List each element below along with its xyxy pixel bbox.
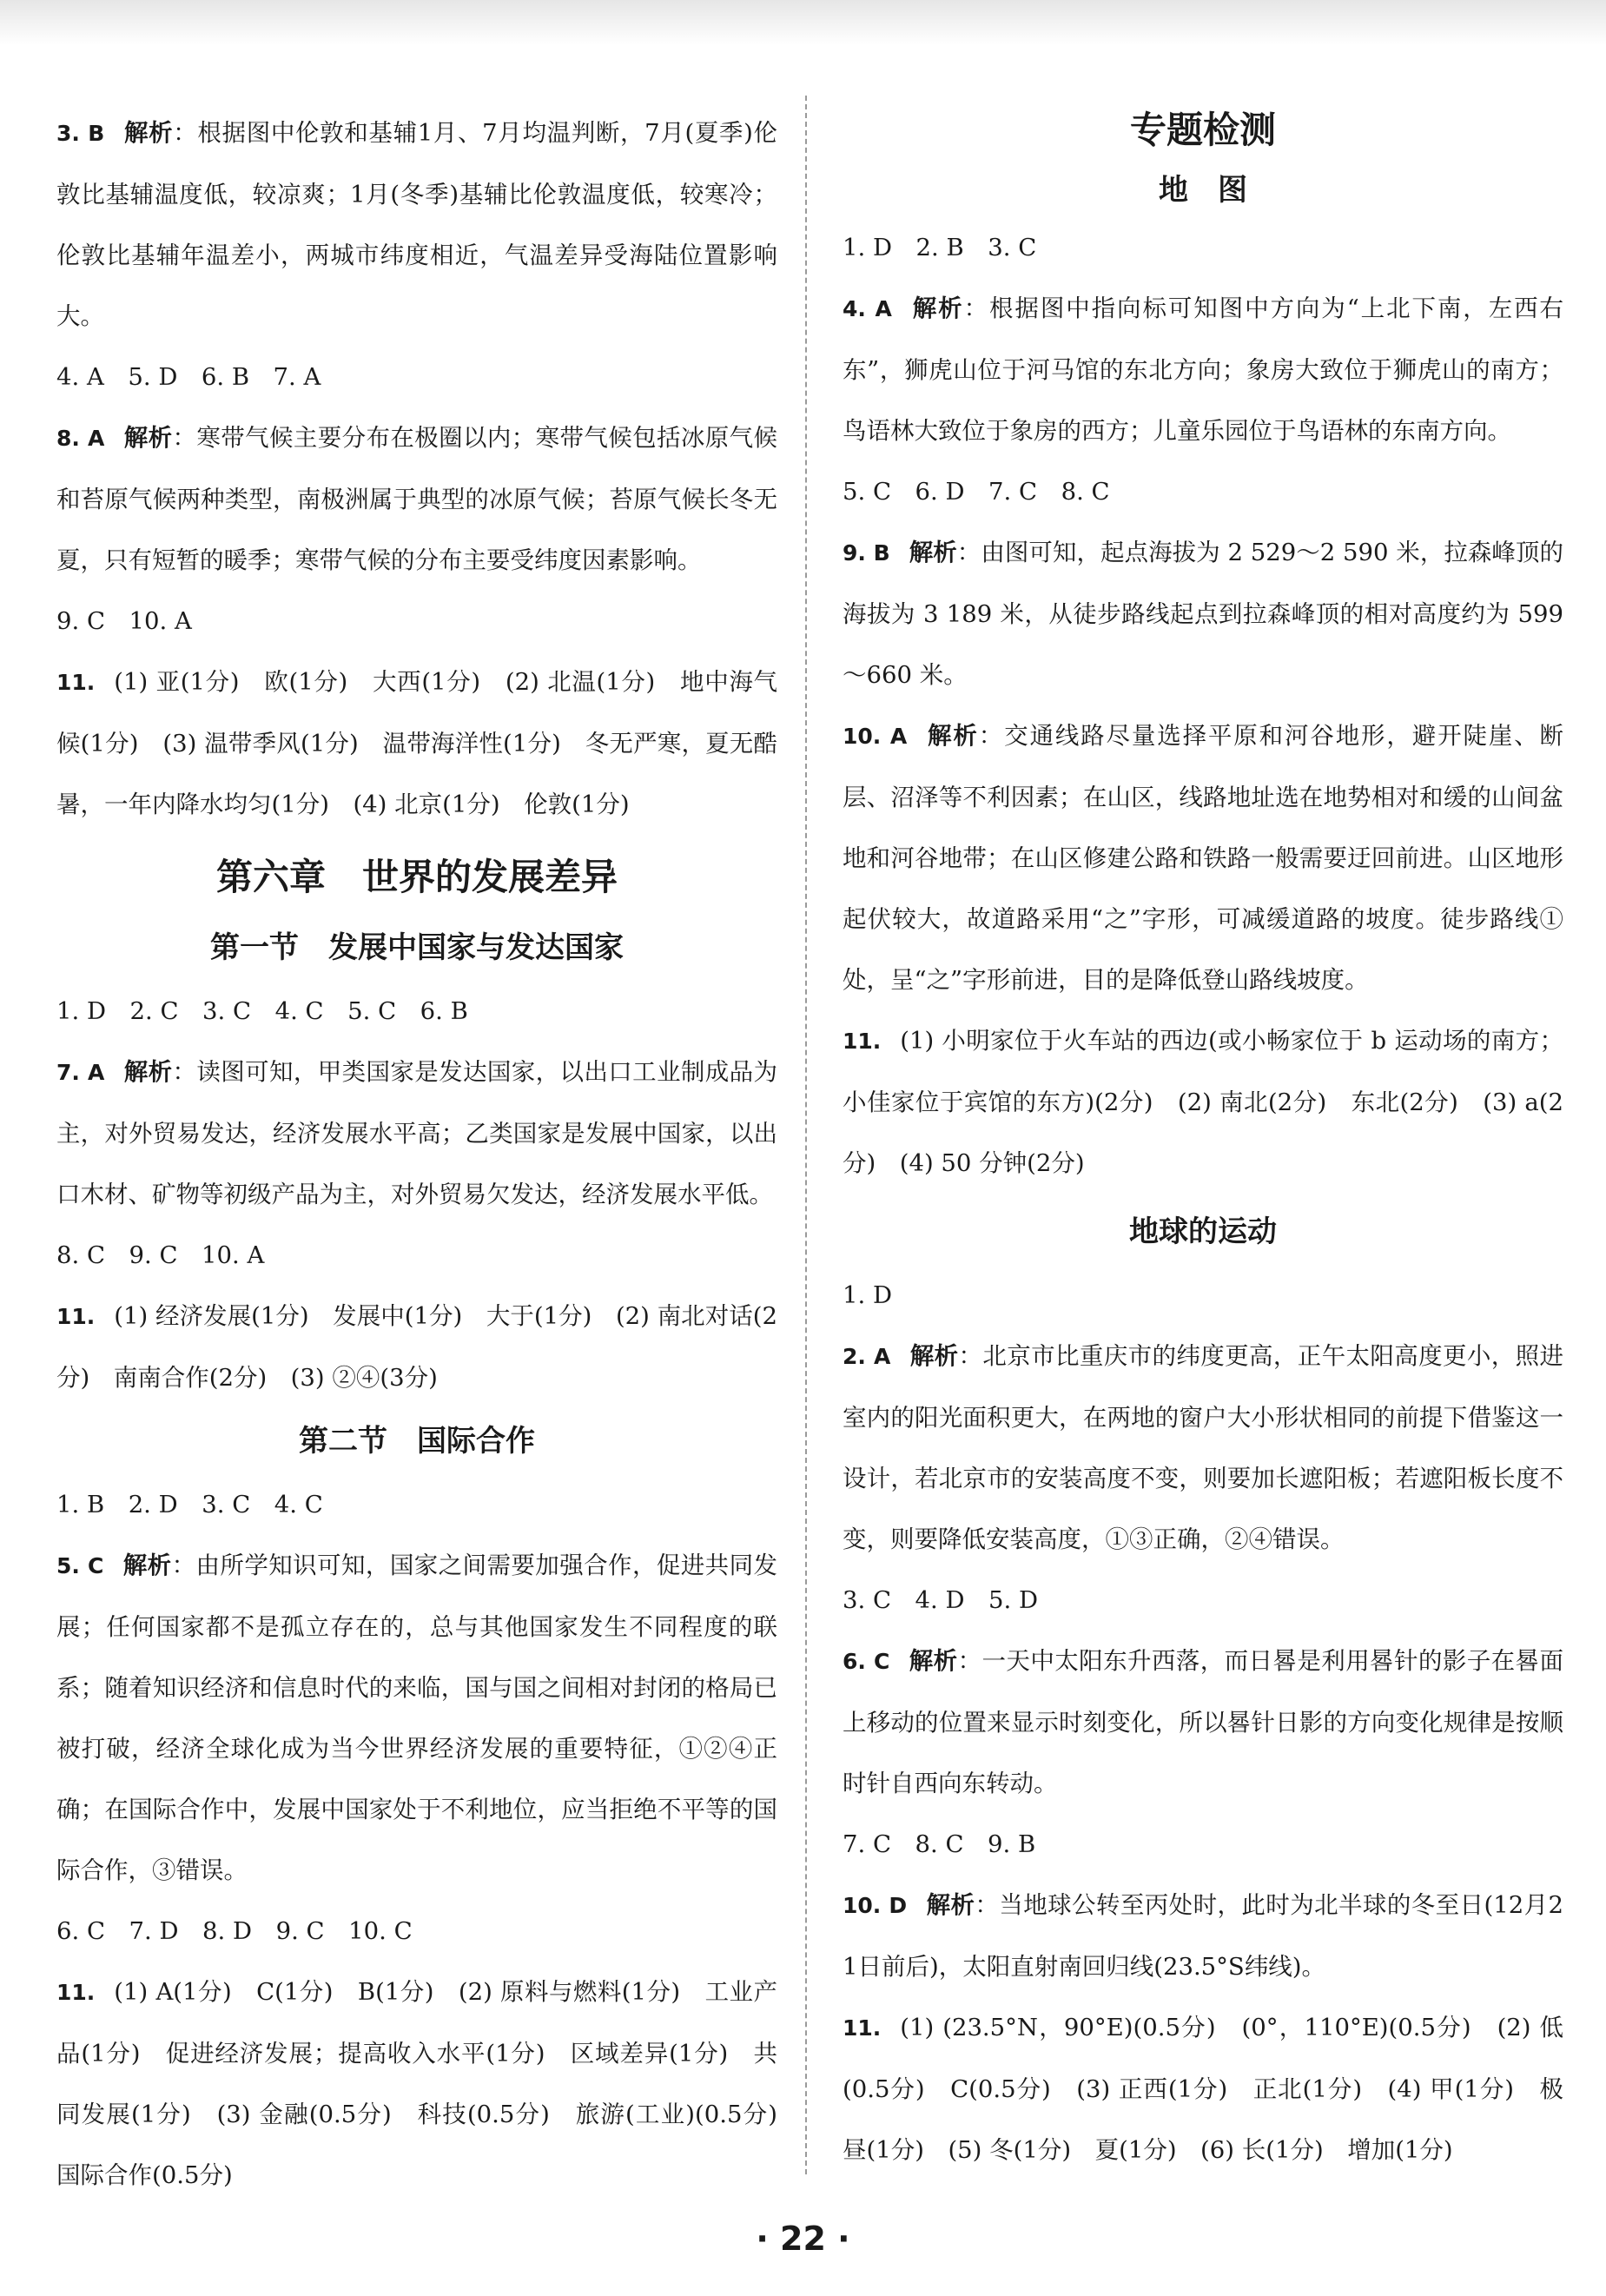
- answer-text: (1) (23.5°N，90°E)(0.5分) (0°，110°E)(0.5分) (2) 低(0.5分) C(0.5分) (3) 正西(1分) 正北(1分) (4) 甲(1分) 极昼(1分) (5) 冬(1分) 夏(1分) (6) 长(1分) 增加(1分): [843, 2014, 1563, 2164]
- answer-text: ：根据图中伦敦和基辅1月、7月均温判断，7月(夏季)伦敦比基辅温度低，较凉爽；1月(冬季)基辅比伦敦温度低，较寒冷；伦敦比基辅年温差小，两城市纬度相近，气温差异受海陆位置影响大。: [56, 119, 778, 330]
- answer-item: [843, 1010, 1563, 1194]
- section-title: 第一节 发展中国家与发达国家: [210, 930, 624, 965]
- section-title: 地球的运动: [1129, 1214, 1277, 1249]
- answer-item: [56, 1474, 777, 1535]
- analysis-label: 解析: [122, 1552, 172, 1579]
- question-number: 11.: [56, 1304, 96, 1329]
- main-title: 专题检测: [1129, 109, 1276, 151]
- answer-item: [56, 407, 777, 591]
- question-number: 11.: [56, 670, 96, 695]
- answer-item: [56, 1286, 777, 1408]
- analysis-label: 解析: [123, 119, 174, 147]
- analysis-label: 解析: [909, 1342, 959, 1370]
- answer-text: 1. B 2. D 3. C 4. C: [56, 1491, 323, 1519]
- answer-item: [56, 1225, 777, 1286]
- answer-text: (1) 经济发展(1分) 发展中(1分) 大于(1分) (2) 南北对话(2分) 南南合作(2分) (3) ②④(3分): [56, 1302, 777, 1392]
- answers-block: [56, 103, 777, 835]
- answer-text: 3. C 4. D 5. D: [843, 1586, 1039, 1614]
- answer-text: ：寒带气候主要分布在极圈以内；寒带气候包括冰原气候和苔原气候两种类型，南极洲属于典型的冰原气候；苔原气候长冬无夏，只有短暂的暖季；寒带气候的分布主要受纬度因素影响。: [56, 424, 778, 574]
- section-title: 第二节 国际合作: [299, 1424, 535, 1459]
- answers-block: [843, 1265, 1563, 2180]
- answer-text: ：交通线路尽量选择平原和河谷地形，避开陡崖、断层、沼泽等不利因素；在山区，线路地址选在地势相对和缓的山间盆地和河谷地带；在山区修建公路和铁路一般需要迂回前进。山区地形起伏较大，故道路采用“之”字形，可减缓道路的坡度。徒步路线①处，呈“之”字形前进，目的是降低登山路线坡度。: [843, 722, 1564, 994]
- answer-item: [56, 1042, 777, 1225]
- answer-text: (1) 亚(1分) 欧(1分) 大西(1分) (2) 北温(1分) 地中海气候(1分) (3) 温带季风(1分) 温带海洋性(1分) 冬无严寒，夏无酷暑，一年内降水均匀(1分) (4) 北京(1分) 伦敦(1分): [56, 668, 777, 818]
- answer-item: [843, 278, 1563, 461]
- answer-text: ：由所学知识可知，国家之间需要加强合作，促进共同发展；任何国家都不是孤立存在的，总与其他国家发生不同程度的联系；随着知识经济和信息时代的来临，国与国之间相对封闭的格局已被打破，经济全球化成为当今世界经济发展的重要特征，①②④正确；在国际合作中，发展中国家处于不利地位，应当拒绝不平等的国际合作，③错误。: [56, 1552, 778, 1884]
- answer-item: [843, 1570, 1563, 1631]
- question-number: 10. A: [843, 724, 908, 749]
- answer-item: [843, 461, 1563, 522]
- question-number: 4. A: [843, 296, 892, 321]
- answer-item: [843, 522, 1563, 705]
- answer-item: [56, 1901, 777, 1962]
- analysis-label: 解析: [909, 1647, 958, 1675]
- question-number: 7. A: [56, 1060, 105, 1085]
- answer-item: [56, 981, 777, 1042]
- answer-item: [843, 1265, 1563, 1326]
- answer-text: ：读图可知，甲类国家是发达国家，以出口工业制成品为主，对外贸易发达，经济发展水平高；乙类国家是发展中国家，以出口木材、矿物等初级产品为主，对外贸易欠发达，经济发展水平低。: [56, 1058, 778, 1208]
- chapter-title: 第六章 世界的发展差异: [215, 856, 618, 898]
- question-number: 10. D: [843, 1893, 908, 1918]
- answer-item: [56, 103, 777, 347]
- question-number: 9. B: [843, 540, 890, 566]
- answer-item: [843, 1814, 1563, 1875]
- analysis-label: 解析: [123, 424, 173, 452]
- answer-text: 5. C 6. D 7. C 8. C: [843, 478, 1110, 506]
- answer-text: ：由图可知，起点海拔为 2 529～2 590 米，拉森峰顶的海拔为 3 189 米，从徒步路线起点到拉森峰顶的相对高度约为 599～660 米。: [843, 539, 1564, 689]
- answer-text: ：当地球公转至丙处时，此时为北半球的冬至日(12月21日前后)，太阳直射南回归线(23.5°S纬线)。: [843, 1891, 1564, 1981]
- answer-item: [843, 217, 1563, 278]
- left-column: [56, 103, 802, 2206]
- answer-text: 9. C 10. A: [56, 607, 192, 635]
- column-divider: [805, 96, 807, 2174]
- answer-item: [843, 1875, 1563, 1997]
- analysis-label: 解析: [910, 294, 964, 322]
- answer-text: 8. C 9. C 10. A: [56, 1241, 265, 1269]
- answer-text: 4. A 5. D 6. B 7. A: [56, 363, 321, 391]
- scan-shadow: [0, 0, 1606, 45]
- right-column: [843, 97, 1563, 2180]
- answer-item: [56, 591, 777, 652]
- answer-item: [843, 1631, 1563, 1814]
- answer-item: [843, 705, 1563, 1010]
- answers-block: [56, 981, 777, 1408]
- analysis-label: 解析: [909, 539, 957, 566]
- answer-item: [56, 1535, 777, 1901]
- answer-text: 1. D 2. B 3. C: [843, 234, 1037, 261]
- answer-item: [56, 347, 777, 407]
- answer-text: 1. D: [843, 1281, 893, 1309]
- question-number: 3. B: [56, 121, 105, 146]
- answer-item: [843, 1997, 1563, 2180]
- answer-text: 1. D 2. C 3. C 4. C 5. C 6. B: [56, 997, 468, 1025]
- analysis-label: 解析: [926, 1891, 975, 1919]
- section-title: 地 图: [1159, 173, 1247, 208]
- answer-text: 6. C 7. D 8. D 9. C 10. C: [56, 1917, 413, 1945]
- question-number: 8. A: [56, 426, 105, 451]
- page-number: · 22 ·: [756, 2220, 850, 2258]
- analysis-label: 解析: [123, 1058, 173, 1086]
- answer-item: [843, 1326, 1563, 1570]
- answer-text: ：北京市比重庆市的纬度更高，正午太阳高度更小，照进室内的阳光面积更大，在两地的窗户大小形状相同的前提下借鉴这一设计，若北京市的安装高度不变，则要加长遮阳板；若遮阳板长度不变，则要降低安装高度，①③正确，②④错误。: [843, 1342, 1564, 1553]
- question-number: 5. C: [56, 1553, 104, 1578]
- answer-text: (1) A(1分) C(1分) B(1分) (2) 原料与燃料(1分) 工业产品(1分) 促进经济发展；提高收入水平(1分) 区域差异(1分) 共同发展(1分) (3) 金融(0.5分) 科技(0.5分) 旅游(工业)(0.5分) 国际合作(0.5分): [56, 1978, 802, 2189]
- question-number: 11.: [56, 1980, 96, 2005]
- answer-text: 7. C 8. C 9. B: [843, 1830, 1036, 1858]
- answer-text: ：一天中太阳东升西落，而日晷是利用晷针的影子在晷面上移动的位置来显示时刻变化，所以晷针日影的方向变化规律是按顺时针自西向东转动。: [843, 1647, 1564, 1797]
- answer-item: [56, 652, 777, 835]
- answer-text: ：根据图中指向标可知图中方向为“上北下南，左西右东”，狮虎山位于河马馆的东北方向；象房大致位于狮虎山的南方；鸟语林大致位于象房的西方；儿童乐园位于鸟语林的东南方向。: [843, 294, 1564, 445]
- answer-text: (1) 小明家位于火车站的西边(或小畅家位于 b 运动场的南方；小佳家位于宾馆的东方)(2分) (2) 南北(2分) 东北(2分) (3) a(2分) (4) 50 分钟(2分): [843, 1027, 1563, 1177]
- answers-block: [56, 1474, 802, 2206]
- analysis-label: 解析: [926, 722, 979, 750]
- answers-block: [843, 217, 1563, 1194]
- answer-item: [56, 1962, 802, 2206]
- question-number: 11.: [843, 2015, 882, 2041]
- question-number: 6. C: [843, 1649, 890, 1674]
- question-number: 11.: [843, 1029, 882, 1054]
- question-number: 2. A: [843, 1344, 891, 1369]
